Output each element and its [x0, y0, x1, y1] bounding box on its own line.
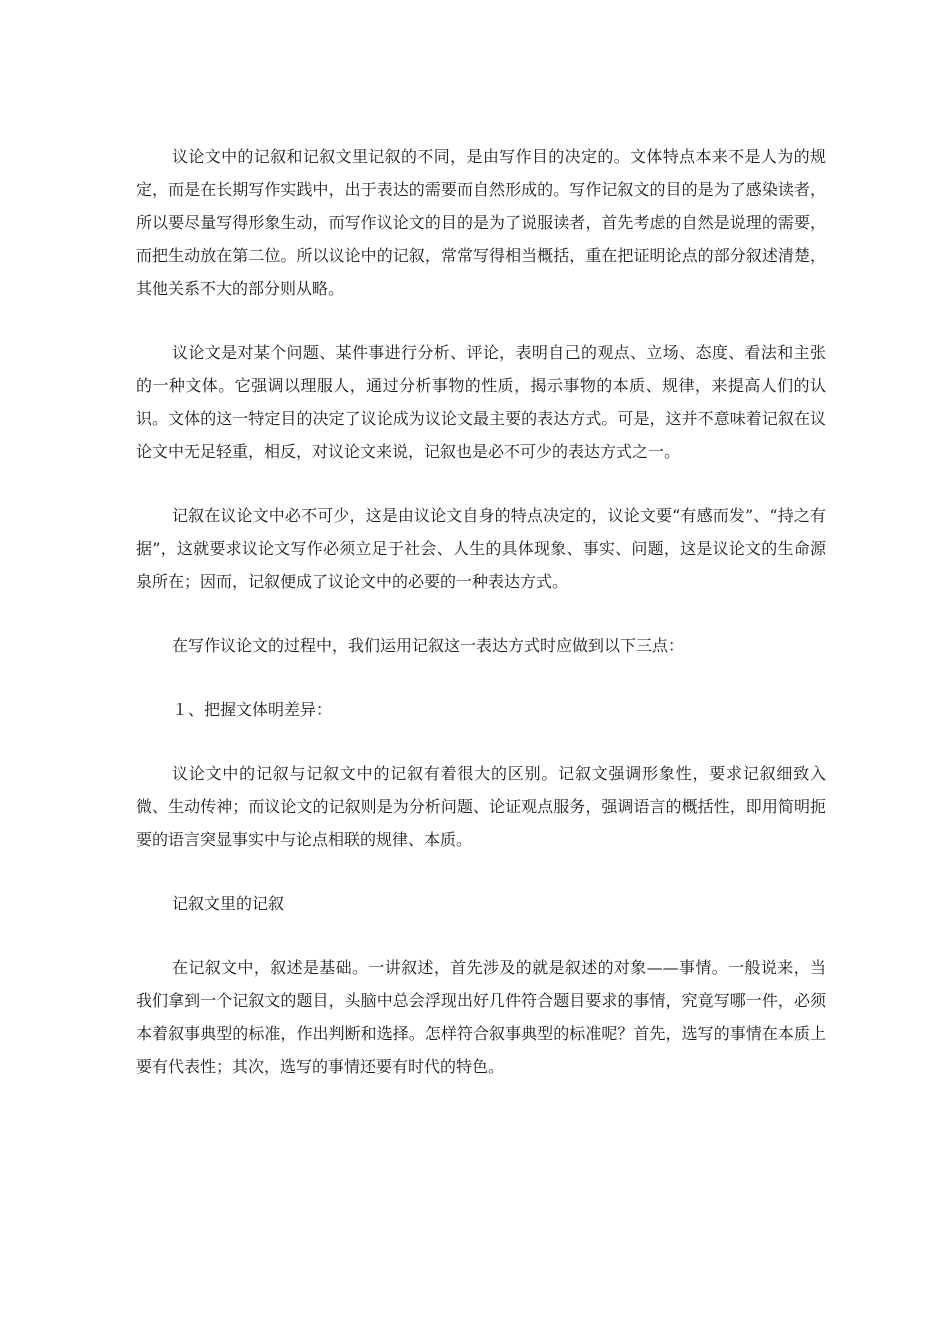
- paragraph-narration-difference: 议论文中的记叙和记叙文里记叙的不同，是由写作目的决定的。文体特点本来不是人为的规定，而是在长期写作实践中，出于表达的需要而自然形成的。写作记叙文的目的是为了感染读者，所以要尽量写得形象生动，而写作议论文的目的是为了说服读者，首先考虑的自然是说理的需要，而把生动放在第二位。所以议论中的记叙，常常写得相当概括，重在把证明论点的部分叙述清楚，其他关系不大的部分则从略。: [136, 147, 826, 298]
- paragraph-narrative-basis: 在记叙文中，叙述是基础。一讲叙述，首先涉及的就是叙述的对象——事情。一般说来，当我们拿到一个记叙文的题目，头脑中总会浮现出好几件符合题目要求的事情，究竟写哪一件，必须本着叙事典型的标准，作出判断和选择。怎样符合叙事典型的标准呢？首先，选写的事情在本质上要有代表性；其次，选写的事情还要有时代的特色。: [136, 958, 826, 1076]
- paragraph-narration-necessity: 记叙在议论文中必不可少，这是由议论文自身的特点决定的，议论文要“有感而发”、“持之有据”，这就要求议论文写作必须立足于社会、人生的具体现象、事实、问题，这是议论文的生命源泉所在；因而，记叙便成了议论文中的必要的一种表达方式。: [136, 506, 826, 591]
- section-heading-narrative-essay: 记叙文里的记叙: [172, 894, 285, 913]
- paragraph-argumentative-definition: 议论文是对某个问题、某件事进行分析、评论，表明自己的观点、立场、态度、看法和主张的一种文体。它强调以理服人，通过分析事物的性质，揭示事物的本质、规律，来提高人们的认识。文体的这一特定目的决定了议论成为议论文最主要的表达方式。可是，这并不意味着记叙在议论文中无足轻重，相反，对议论文来说，记叙也是必不可少的表达方式之一。: [136, 343, 826, 461]
- paragraph-narration-distinction: 议论文中的记叙与记叙文中的记叙有着很大的区别。记叙文强调形象性，要求记叙细致入微、生动传神；而议论文的记叙则是为分析问题、论证观点服务，强调语言的概括性，即用简明扼要的语言突显事实中与论点相联的规律、本质。: [136, 764, 826, 849]
- paragraph-three-points-intro: 在写作议论文的过程中，我们运用记叙这一表达方式时应做到以下三点：: [172, 636, 685, 655]
- section-heading-point-1: １、把握文体明差异：: [172, 700, 333, 719]
- document-page: [136, 140, 826, 1114]
